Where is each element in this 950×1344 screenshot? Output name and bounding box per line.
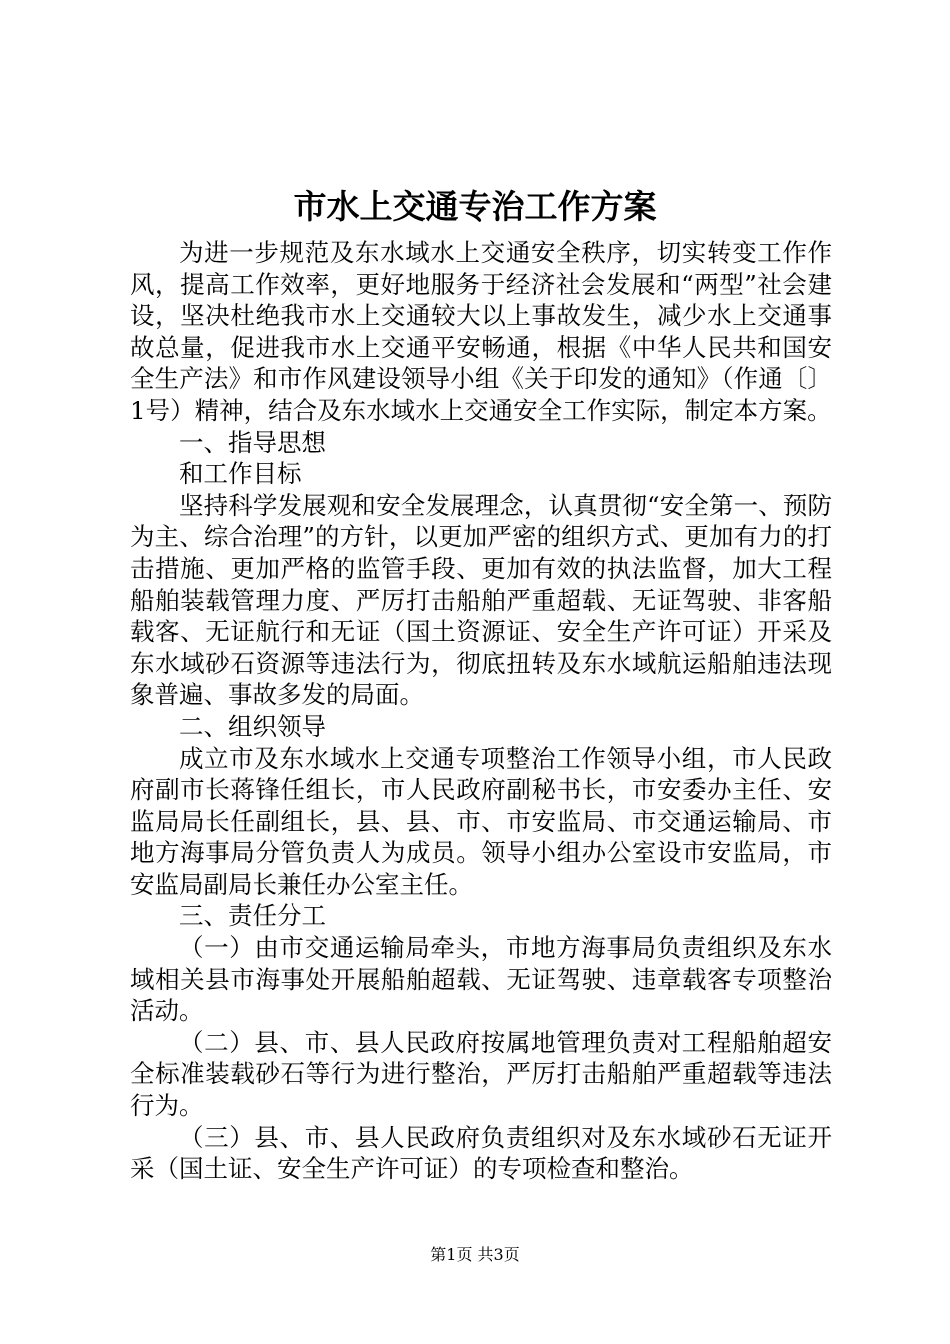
document-body [130, 237, 832, 1185]
guiding-thought-paragraph: 坚持科学发展观和安全发展理念，认真贯彻“安全第一、预防为主、综合治理”的方针，以更加严密的组织方式、更加有力的打击措施、更加严格的监管手段、更加有效的执法监督，加大工程船舶装载管理力度、严厉打击船舶严重超载、无证驾驶、非客船载客、无证航行和无证（国土资源证、安全生产许可证）开采及东水域砂石资源等违法行为，彻底扭转及东水域航运船舶违法现象普遍、事故多发的局面。 [130, 490, 832, 710]
responsibility-item-2: （二）县、市、县人民政府按属地管理负责对工程船舶超安全标准装载砂石等行为进行整治，严厉打击船舶严重超载等违法行为。 [130, 1027, 832, 1121]
document-title: 市水上交通专治工作方案 [293, 187, 657, 226]
organization-paragraph: 成立市及东水域水上交通专项整治工作领导小组，市人民政府副市长蒋锋任组长，市人民政府副秘书长，市安委办主任、安监局局长任副组长，县、县、市、市安监局、市交通运输局、市地方海事局分管负责人为成员。领导小组办公室设市安监局，市安监局副局长兼任办公室主任。 [130, 743, 832, 899]
section-heading-work-goals: 和工作目标 [179, 459, 302, 489]
section-heading-responsibilities: 三、责任分工 [179, 901, 326, 931]
section-heading-guiding-thought: 一、指导思想 [179, 427, 326, 457]
responsibility-item-1: （一）由市交通运输局牵头，市地方海事局负责组织及东水域相关县市海事处开展船舶超载、无证驾驶、违章载客专项整治活动。 [130, 933, 832, 1026]
section-heading-organization: 二、组织领导 [179, 711, 326, 741]
page-footer: 第1页 共3页 [430, 1245, 520, 1264]
responsibility-item-3: （三）县、市、县人民政府负责组织对及东水域砂石无证开采（国土证、安全生产许可证）的专项检查和整治。 [130, 1122, 832, 1184]
intro-paragraph: 为进一步规范及东水域水上交通安全秩序，切实转变工作作风，提高工作效率，更好地服务于经济社会发展和“两型”社会建设，坚决杜绝我市水上交通较大以上事故发生，减少水上交通事故总量，促进我市水上交通平安畅通，根据《中华人民共和国安全生产法》和市作风建设领导小组《关于印发的通知》（作通〔〕1号）精神，结合及东水域水上交通安全工作实际，制定本方案。 [130, 238, 832, 425]
